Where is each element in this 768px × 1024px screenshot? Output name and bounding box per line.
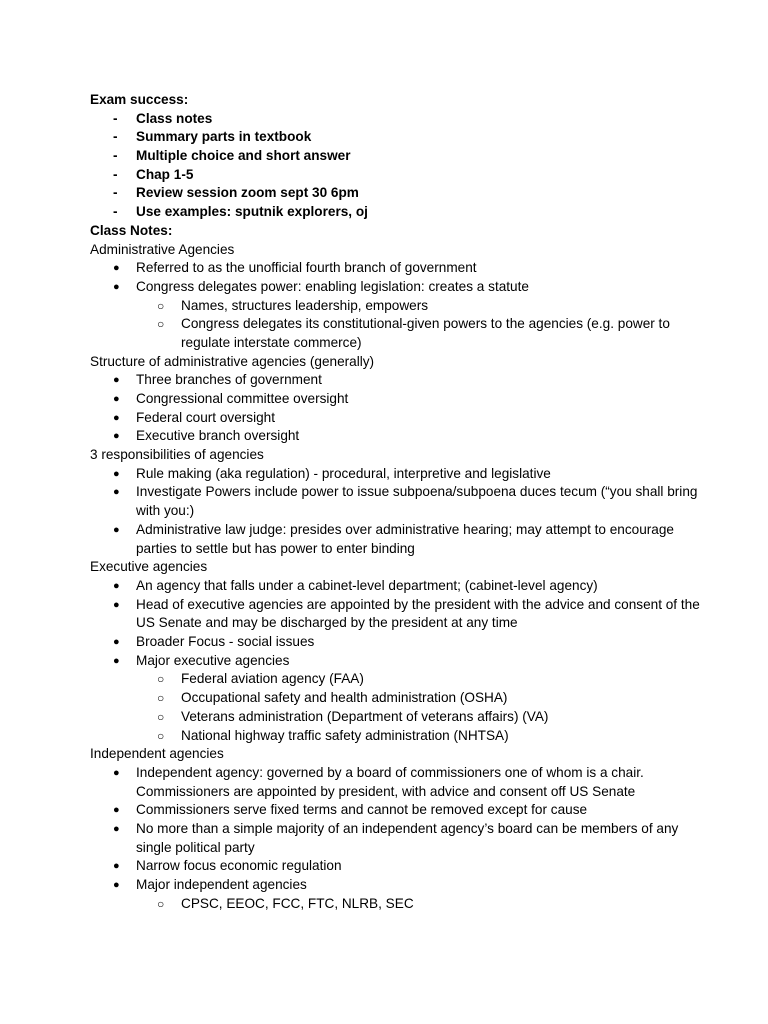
sub-bullet-item	[0, 670, 768, 689]
structure-heading: Structure of administrative agencies (generally)	[90, 353, 375, 369]
bullet-text: Congressional committee oversight	[136, 391, 349, 407]
bullet-item	[0, 820, 768, 857]
section-heading-line	[0, 241, 768, 260]
dash-marker: -	[113, 166, 118, 182]
sub-bullet-text: Veterans administration (Department of veterans affairs) (VA)	[181, 708, 549, 724]
bullet-item	[0, 801, 768, 820]
bullet-icon: ●	[113, 804, 120, 817]
sub-bullet-item	[0, 297, 768, 316]
bullet-item	[0, 652, 768, 671]
bullet-icon: ●	[113, 860, 120, 873]
sub-bullet-item	[0, 708, 768, 727]
bullet-item	[0, 483, 768, 520]
admin-agencies-heading: Administrative Agencies	[90, 241, 235, 257]
bullet-item	[0, 259, 768, 278]
bullet-icon: ●	[113, 280, 120, 293]
sub-bullet-item	[0, 315, 768, 352]
bullet-text: Executive branch oversight	[136, 428, 300, 444]
section-heading-line	[0, 446, 768, 465]
bullet-item	[0, 278, 768, 297]
section-heading-line	[0, 745, 768, 764]
exam-item	[0, 128, 768, 147]
exam-item	[0, 184, 768, 203]
sub-bullet-item	[0, 689, 768, 708]
independent-heading: Independent agencies	[90, 746, 224, 762]
bullet-item	[0, 577, 768, 596]
circle-bullet-icon: ○	[157, 317, 165, 332]
sub-bullet-text: Names, structures leadership, empowers	[181, 297, 429, 313]
bullet-item	[0, 764, 768, 801]
bullet-item	[0, 390, 768, 409]
exam-item-text: Summary parts in textbook	[136, 129, 312, 145]
sub-bullet-text: CPSC, EEOC, FCC, FTC, NLRB, SEC	[181, 895, 414, 911]
bullet-text: No more than a simple majority of an independent agency’s board can be members of any single political party	[136, 820, 679, 855]
exam-item-text: Use examples: sputnik explorers, oj	[136, 204, 368, 220]
bullet-icon: ●	[113, 654, 120, 667]
bullet-text: Commissioners serve fixed terms and cannot be removed except for cause	[136, 802, 588, 818]
bullet-icon: ●	[113, 636, 120, 649]
dash-marker: -	[113, 129, 118, 145]
circle-bullet-icon: ○	[157, 691, 165, 706]
bullet-icon: ●	[113, 262, 120, 275]
bullet-text: Head of executive agencies are appointed by the president with the advice and consent of the US Senate and may be discharged by the president at any time	[136, 596, 700, 631]
circle-bullet-icon: ○	[157, 672, 165, 687]
bullet-item	[0, 427, 768, 446]
circle-bullet-icon: ○	[157, 728, 165, 743]
circle-bullet-icon: ○	[157, 709, 165, 724]
bullet-icon: ●	[113, 879, 120, 892]
exam-item-text: Multiple choice and short answer	[136, 148, 351, 164]
dash-marker: -	[113, 204, 118, 220]
exam-heading-line	[0, 91, 768, 110]
bullet-text: Broader Focus - social issues	[136, 634, 315, 650]
exam-item-text: Review session zoom sept 30 6pm	[136, 185, 359, 201]
dash-marker: -	[113, 110, 118, 126]
bullet-item	[0, 465, 768, 484]
section-heading-line	[0, 558, 768, 577]
bullet-item	[0, 857, 768, 876]
bullet-icon: ●	[113, 598, 120, 611]
circle-bullet-icon: ○	[157, 896, 165, 911]
bullet-text: Narrow focus economic regulation	[136, 858, 342, 874]
exam-item	[0, 147, 768, 166]
section-heading-line	[0, 353, 768, 372]
dash-marker: -	[113, 148, 118, 164]
bullet-item	[0, 596, 768, 633]
sub-bullet-text: Federal aviation agency (FAA)	[181, 671, 364, 687]
bullet-item	[0, 409, 768, 428]
circle-bullet-icon: ○	[157, 298, 165, 313]
exam-item-text: Chap 1-5	[136, 166, 194, 182]
exam-item	[0, 203, 768, 222]
bullet-icon: ●	[113, 374, 120, 387]
bullet-text: Rule making (aka regulation) - procedural, interpretive and legislative	[136, 465, 551, 481]
bullet-text: Independent agency: governed by a board of commissioners one of whom is a chair. Commissioners are appointed by president, with advice and consent off US Senate	[136, 764, 644, 799]
bullet-text: Congress delegates power: enabling legislation: creates a statute	[136, 278, 529, 294]
bullet-text: An agency that falls under a cabinet-level department; (cabinet-level agency)	[136, 577, 598, 593]
sub-bullet-text: National highway traffic safety administration (NHTSA)	[181, 727, 509, 743]
class-notes-heading: Class Notes:	[90, 222, 173, 238]
bullet-icon: ●	[113, 486, 120, 499]
exam-heading: Exam success:	[90, 92, 189, 107]
bullet-icon: ●	[113, 393, 120, 406]
bullet-icon: ●	[113, 467, 120, 480]
class-notes-heading-line	[0, 222, 768, 241]
bullet-text: Three branches of government	[136, 372, 322, 388]
bullet-text: Major independent agencies	[136, 877, 307, 893]
bullet-text: Federal court oversight	[136, 409, 276, 425]
bullet-icon: ●	[113, 822, 120, 835]
bullet-item	[0, 521, 768, 558]
exam-item-text: Class notes	[136, 110, 213, 126]
bullet-item	[0, 371, 768, 390]
bullet-icon: ●	[113, 766, 120, 779]
dash-marker: -	[113, 185, 118, 201]
bullet-icon: ●	[113, 523, 120, 536]
sub-bullet-item	[0, 727, 768, 746]
bullet-text: Investigate Powers include power to issue subpoena/subpoena duces tecum (“you shall bring with you:)	[136, 484, 698, 519]
responsibilities-heading: 3 responsibilities of agencies	[90, 447, 264, 463]
sub-bullet-text: Occupational safety and health administration (OSHA)	[181, 690, 508, 706]
document-page	[0, 91, 768, 913]
exam-item	[0, 166, 768, 185]
bullet-icon: ●	[113, 411, 120, 424]
exam-item	[0, 110, 768, 129]
bullet-item	[0, 876, 768, 895]
bullet-item	[0, 633, 768, 652]
executive-heading: Executive agencies	[90, 559, 208, 575]
bullet-text: Major executive agencies	[136, 652, 290, 668]
bullet-text: Administrative law judge: presides over administrative hearing; may attempt to encourage parties to settle but has power to enter binding	[136, 521, 674, 556]
bullet-icon: ●	[113, 579, 120, 592]
bullet-icon: ●	[113, 430, 120, 443]
sub-bullet-text: Congress delegates its constitutional-given powers to the agencies (e.g. power to regulate interstate commerce)	[181, 316, 670, 350]
bullet-text: Referred to as the unofficial fourth branch of government	[136, 260, 477, 276]
sub-bullet-item	[0, 895, 768, 914]
